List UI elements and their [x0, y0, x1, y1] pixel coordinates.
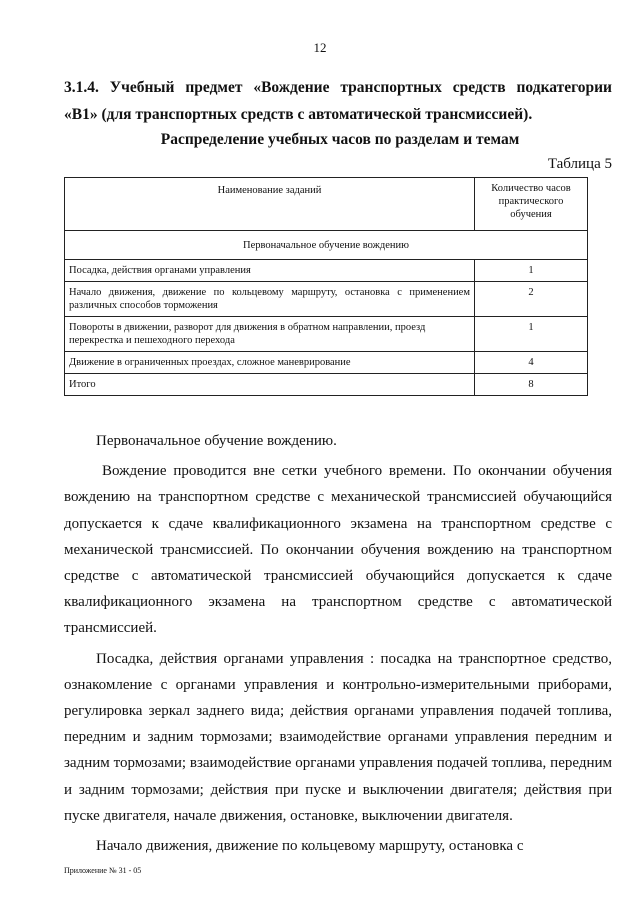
- row-task-name: Повороты в движении, разворот для движения в обратном направлении, проезд перекрестка и пешеходного перехода: [65, 317, 475, 352]
- row-hours: 1: [475, 317, 588, 352]
- table-number-label: Таблица 5: [547, 156, 612, 172]
- section-heading-line-2: «B1» (для транспортных средств с автоматической трансмиссией).: [64, 106, 533, 123]
- section-heading: [64, 74, 612, 128]
- row-hours: 1: [475, 260, 588, 282]
- header-hours: Количество часов практического обучения: [475, 178, 588, 231]
- page-number: 12: [313, 40, 327, 55]
- total-hours: 8: [475, 374, 588, 396]
- paragraph-start-driving: Начало движения, движение по кольцевому маршруту, остановка с: [96, 838, 524, 855]
- table-header-row: [65, 178, 588, 231]
- row-task-name: Посадка, действия органами управления: [65, 260, 475, 282]
- section-heading-line-1: 3.1.4. Учебный предмет «Вождение транспортных средств подкатегории: [64, 79, 612, 96]
- section-title: Первоначальное обучение вождению: [65, 231, 588, 260]
- table-section-row: [65, 231, 588, 260]
- row-task-name: Начало движения, движение по кольцевому маршруту, остановка с применением различных способов торможения: [65, 282, 475, 317]
- row-task-name: Движение в ограниченных проездах, сложное маневрирование: [65, 352, 475, 374]
- table-row: [65, 260, 588, 282]
- total-label: Итого: [65, 374, 475, 396]
- table-row: [65, 352, 588, 374]
- paragraph-controls: Посадка, действия органами управления : посадка на транспортное средство, ознакомление с органами управления и контрольно-измерительными приборами, регулировка зеркал заднего вида; действия органами управления подачей топлива, передним и задним тормозами; взаимодействие органами управления передним и задним тормозами; взаимодействие органами управления подачей топлива, передним и задним тормозами; действия при пуске и выключении двигателя; действия при пуске двигателя, начале движения, остановке, выключении двигателя.: [64, 650, 612, 824]
- hours-table: [64, 177, 588, 396]
- table-total-row: [65, 374, 588, 396]
- paragraph-driving-schedule: Вождение проводится вне сетки учебного времени. По окончании обучения вождению на транспортном средстве с механической трансмиссией обучающийся допускается к сдаче квалификационного экзамена на транспортном средстве с механической трансмиссией. По окончании обучения вождению на транспортном средстве с автоматической трансмиссией обучающийся допускается к сдаче квалификационного экзамена на транспортном средстве с автоматической трансмиссией.: [64, 463, 612, 637]
- header-task-name: Наименование заданий: [65, 178, 475, 231]
- footer-note: Приложение № 31 - 05: [64, 866, 142, 875]
- row-hours: 4: [475, 352, 588, 374]
- body-text: [64, 428, 612, 859]
- row-hours: 2: [475, 282, 588, 317]
- table-row: [65, 282, 588, 317]
- table-caption: Распределение учебных часов по разделам и темам: [160, 131, 520, 148]
- table-row: [65, 317, 588, 352]
- paragraph-intro: Первоначальное обучение вождению.: [96, 433, 337, 449]
